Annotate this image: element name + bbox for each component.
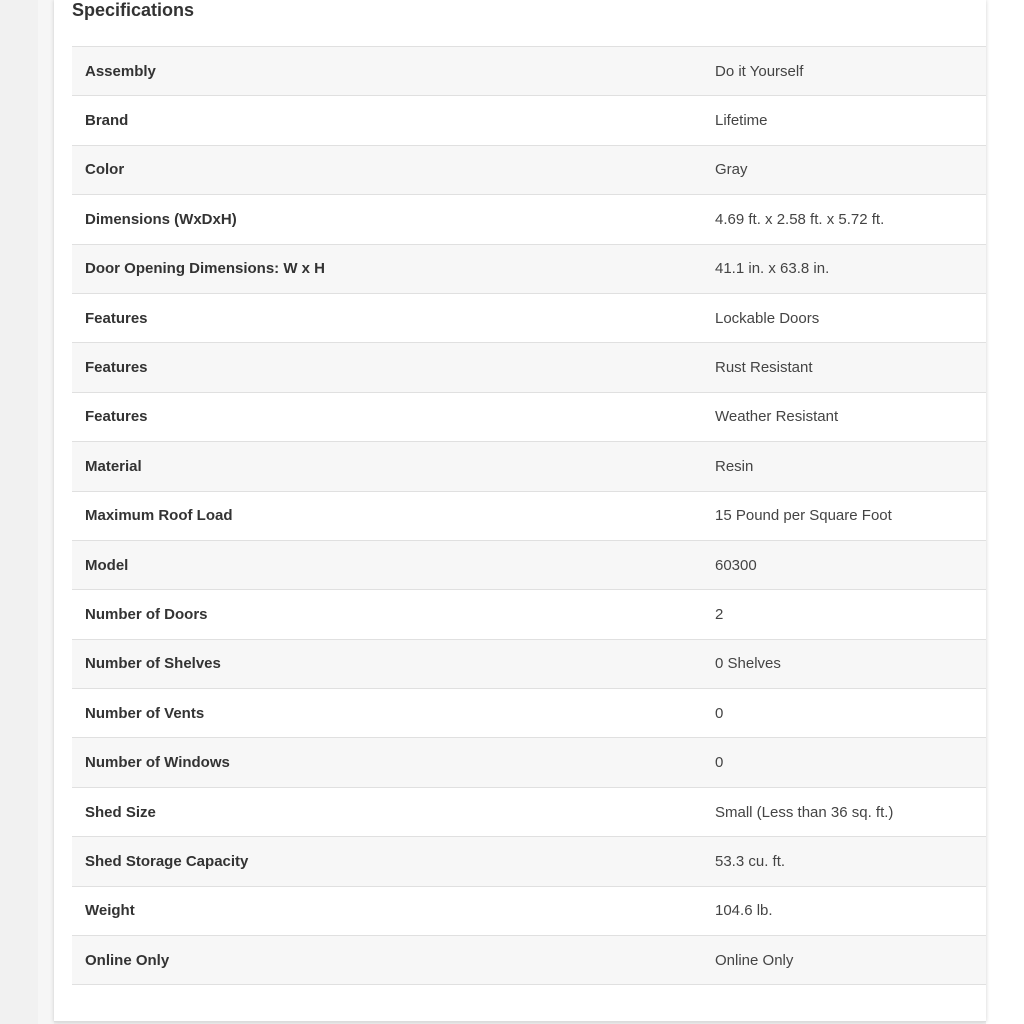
spec-label: Features (85, 309, 148, 327)
right-margin (986, 0, 1024, 1024)
spec-label: Number of Shelves (85, 655, 221, 673)
spec-label: Assembly (85, 62, 156, 80)
table-row (72, 837, 986, 886)
table-row (72, 541, 986, 590)
spec-value: 104.6 lb. (715, 902, 773, 920)
spec-label: Maximum Roof Load (85, 507, 233, 525)
spec-value: 60300 (715, 556, 757, 574)
table-row (72, 47, 986, 96)
spec-label: Online Only (85, 951, 170, 969)
spec-value: Lifetime (715, 112, 768, 130)
spec-value: 41.1 in. x 63.8 in. (715, 260, 830, 278)
table-row (72, 294, 986, 343)
spec-label: Features (85, 408, 148, 426)
table-row (72, 738, 986, 787)
spec-label: Weight (85, 902, 135, 920)
table-row (72, 936, 986, 985)
specifications-table (72, 46, 986, 985)
table-row (72, 689, 986, 738)
spec-label: Number of Vents (85, 704, 205, 722)
spec-value: 2 (715, 605, 724, 623)
spec-value: 15 Pound per Square Foot (715, 507, 892, 525)
table-row (72, 393, 986, 442)
table-row (72, 590, 986, 639)
table-row (72, 887, 986, 936)
spec-value: Small (Less than 36 sq. ft.) (715, 803, 894, 821)
spec-value: Rust Resistant (715, 359, 813, 377)
spec-value: Resin (715, 457, 754, 475)
spec-label: Shed Storage Capacity (85, 852, 249, 870)
spec-value: 0 (715, 704, 724, 722)
table-row (72, 96, 986, 145)
spec-label: Features (85, 359, 148, 377)
table-row (72, 146, 986, 195)
spec-label: Dimensions (WxDxH) (85, 210, 237, 228)
spec-label: Shed Size (85, 803, 156, 821)
left-margin (38, 0, 54, 1024)
spec-label: Number of Windows (85, 754, 230, 772)
spec-value: Do it Yourself (715, 62, 804, 80)
table-row (72, 245, 986, 294)
table-row (72, 640, 986, 689)
table-row (72, 492, 986, 541)
spec-value: Gray (715, 161, 748, 179)
spec-value: Online Only (715, 951, 794, 969)
spec-value: 53.3 cu. ft. (715, 852, 786, 870)
table-row (72, 195, 986, 244)
spec-label: Color (85, 161, 125, 179)
spec-value: Weather Resistant (715, 408, 839, 426)
spec-label: Brand (85, 112, 129, 130)
table-row (72, 788, 986, 837)
section-title: Specifications (72, 0, 195, 20)
table-row (72, 442, 986, 491)
table-row (72, 343, 986, 392)
spec-value: Lockable Doors (715, 309, 820, 327)
spec-label: Door Opening Dimensions: W x H (85, 260, 326, 278)
spec-label: Material (85, 457, 142, 475)
spec-value: 4.69 ft. x 2.58 ft. x 5.72 ft. (715, 210, 885, 228)
spec-value: 0 (715, 754, 724, 772)
spec-label: Number of Doors (85, 605, 208, 623)
spec-value: 0 Shelves (715, 655, 781, 673)
specifications-panel (54, 0, 986, 1022)
spec-label: Model (85, 556, 129, 574)
